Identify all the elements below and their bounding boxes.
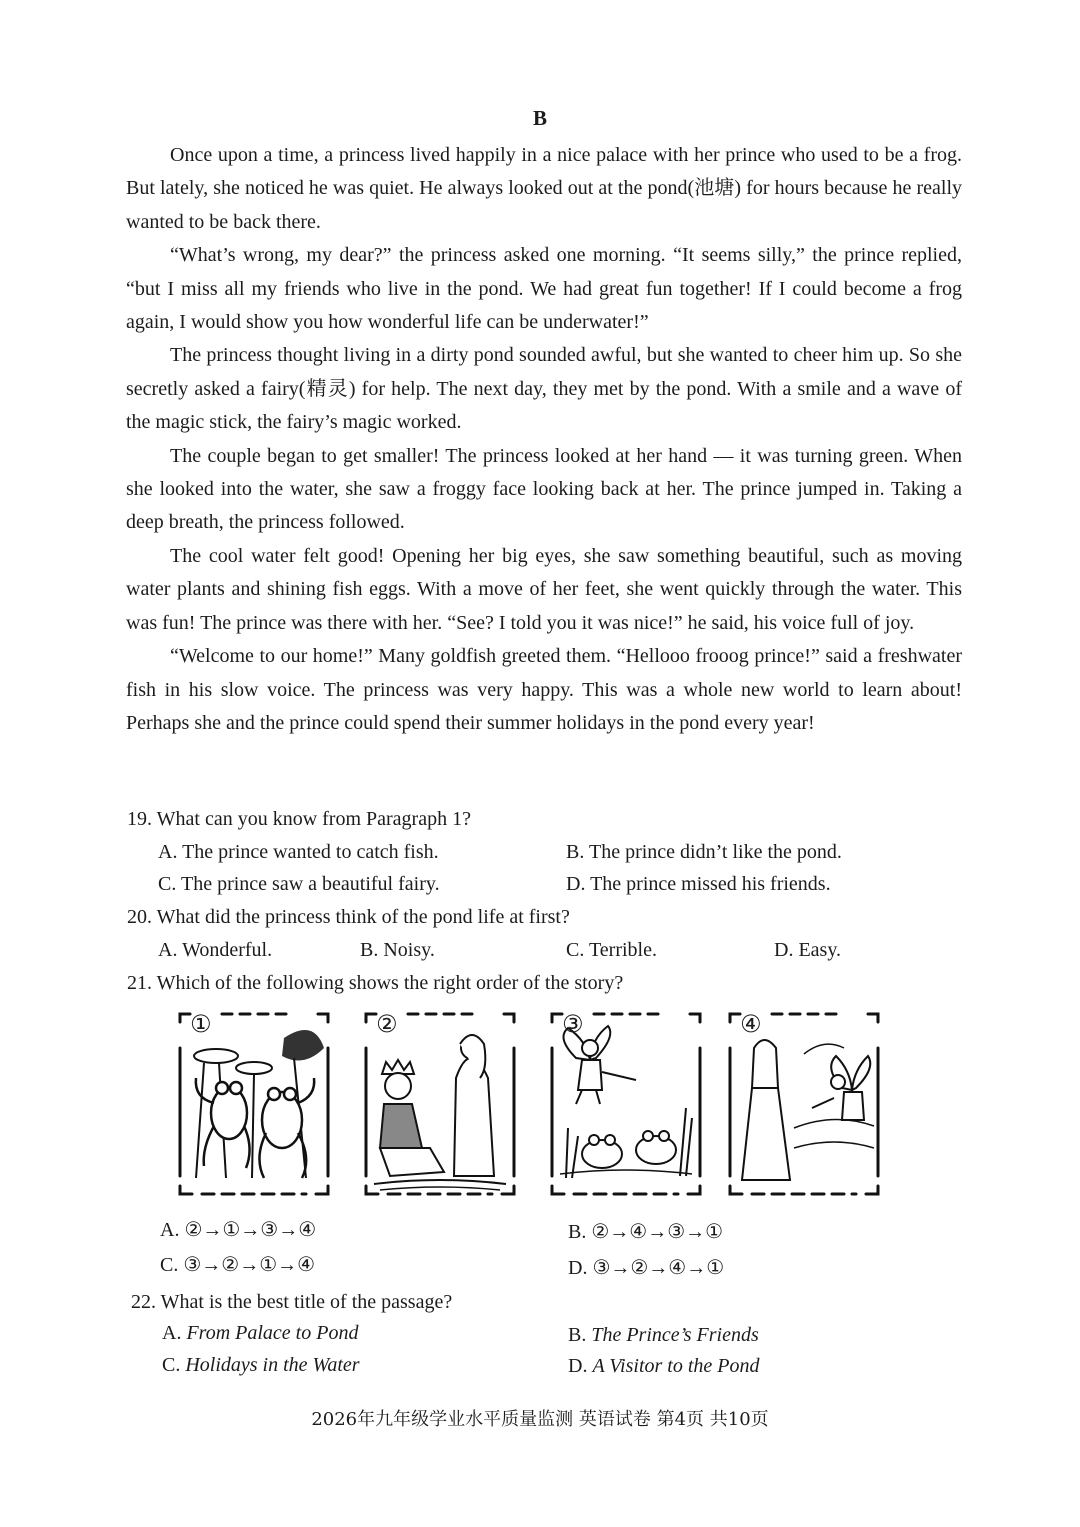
- q22-option-c[interactable]: [162, 1350, 360, 1380]
- picture-4-number: ④: [740, 1010, 762, 1038]
- q21-option-b[interactable]: B. ②→④→③→①: [568, 1221, 724, 1243]
- q19-option-c[interactable]: C. The prince saw a beautiful fairy.: [158, 873, 440, 895]
- picture-1-frogs: [174, 1008, 334, 1200]
- q19-option-b[interactable]: B. The prince didn’t like the pond.: [566, 841, 842, 863]
- q21-option-c[interactable]: C. ③→②→①→④: [160, 1254, 316, 1276]
- picture-3-number: ③: [562, 1010, 584, 1038]
- picture-1-number: ①: [190, 1010, 212, 1038]
- paragraph-6: “Welcome to our home!” Many goldfish greeted them. “Hellooo frooog prince!” said a freshwater fish in his slow voice. The princess was very happy. This was a whole new world to learn about! Perhaps she and the prince could spend their summer holidays in the pond every year!: [126, 645, 962, 734]
- q22-option-c-letter: C.: [162, 1354, 181, 1376]
- picture-2-sad-prince: [360, 1008, 520, 1200]
- q22-option-b-title: The Prince’s Friends: [591, 1324, 759, 1346]
- paragraph-2: “What’s wrong, my dear?” the princess asked one morning. “It seems silly,” the prince replied, “but I miss all my friends who live in the pond. We had great fun together! If I could become a frog again, I would show you how wonderful life can be underwater!”: [126, 244, 962, 334]
- q21-option-a[interactable]: A. ②→①→③→④: [160, 1219, 317, 1241]
- question-20-stem: 20. What did the princess think of the pond life at first?: [127, 906, 570, 928]
- paragraph-4: The couple began to get smaller! The princess looked at her hand — it was turning green. When she looked into the water, she saw a froggy face looking back at her. The prince jumped in. Taking a deep breath, the princess followed.: [126, 444, 962, 534]
- q22-option-a-letter: A.: [162, 1322, 182, 1344]
- q20-option-c[interactable]: C. Terrible.: [566, 939, 657, 961]
- paragraph-1: Once upon a time, a princess lived happily in a nice palace with her prince who used to be a frog. But lately, she noticed he was quiet. He always looked out at the pond(池塘) for hours because he really wanted to be back there.: [126, 144, 962, 233]
- paragraph-5: The cool water felt good! Opening her big eyes, she saw something beautiful, such as moving water plants and shining fish eggs. With a move of her feet, she went quickly through the water. This was fun! The prince was there with her. “See? I told you it was nice!” he said, his voice full of joy.: [126, 544, 962, 634]
- picture-2-number: ②: [376, 1010, 398, 1038]
- q21-option-d[interactable]: D. ③→②→④→①: [568, 1257, 725, 1279]
- page-footer: 2026年九年级学业水平质量监测 英语试卷 第4页 共10页: [311, 1409, 769, 1430]
- q22-option-b[interactable]: [568, 1320, 759, 1350]
- q19-option-a[interactable]: A. The prince wanted to catch fish.: [158, 841, 439, 863]
- q22-option-d-letter: D.: [568, 1355, 588, 1377]
- picture-3-fairy-frogs: [546, 1008, 706, 1200]
- q22-option-d-title: A Visitor to the Pond: [592, 1355, 760, 1377]
- reading-passage: [126, 139, 962, 740]
- paragraph-3: The princess thought living in a dirty pond sounded awful, but she wanted to cheer him up. So she secretly asked a fairy(精灵) for help. The next day, they met by the pond. With a smile and a wave of the magic stick, the fairy’s magic worked.: [126, 344, 962, 434]
- q22-option-b-letter: B.: [568, 1324, 587, 1346]
- question-19-stem: 19. What can you know from Paragraph 1?: [127, 808, 471, 830]
- picture-4-princess-fairy: [724, 1008, 884, 1200]
- question-21-stem: 21. Which of the following shows the right order of the story?: [127, 972, 624, 994]
- q20-option-b[interactable]: B. Noisy.: [360, 939, 435, 961]
- section-label: B: [532, 106, 547, 130]
- q22-option-a[interactable]: [162, 1318, 358, 1348]
- q22-option-c-title: Holidays in the Water: [185, 1354, 360, 1376]
- q22-option-a-title: From Palace to Pond: [186, 1322, 359, 1344]
- q22-option-d[interactable]: [568, 1351, 759, 1381]
- q19-option-d[interactable]: D. The prince missed his friends.: [566, 873, 831, 895]
- question-22-stem: 22. What is the best title of the passage?: [131, 1291, 453, 1313]
- q20-option-d[interactable]: D. Easy.: [774, 939, 842, 961]
- q20-option-a[interactable]: A. Wonderful.: [158, 939, 273, 961]
